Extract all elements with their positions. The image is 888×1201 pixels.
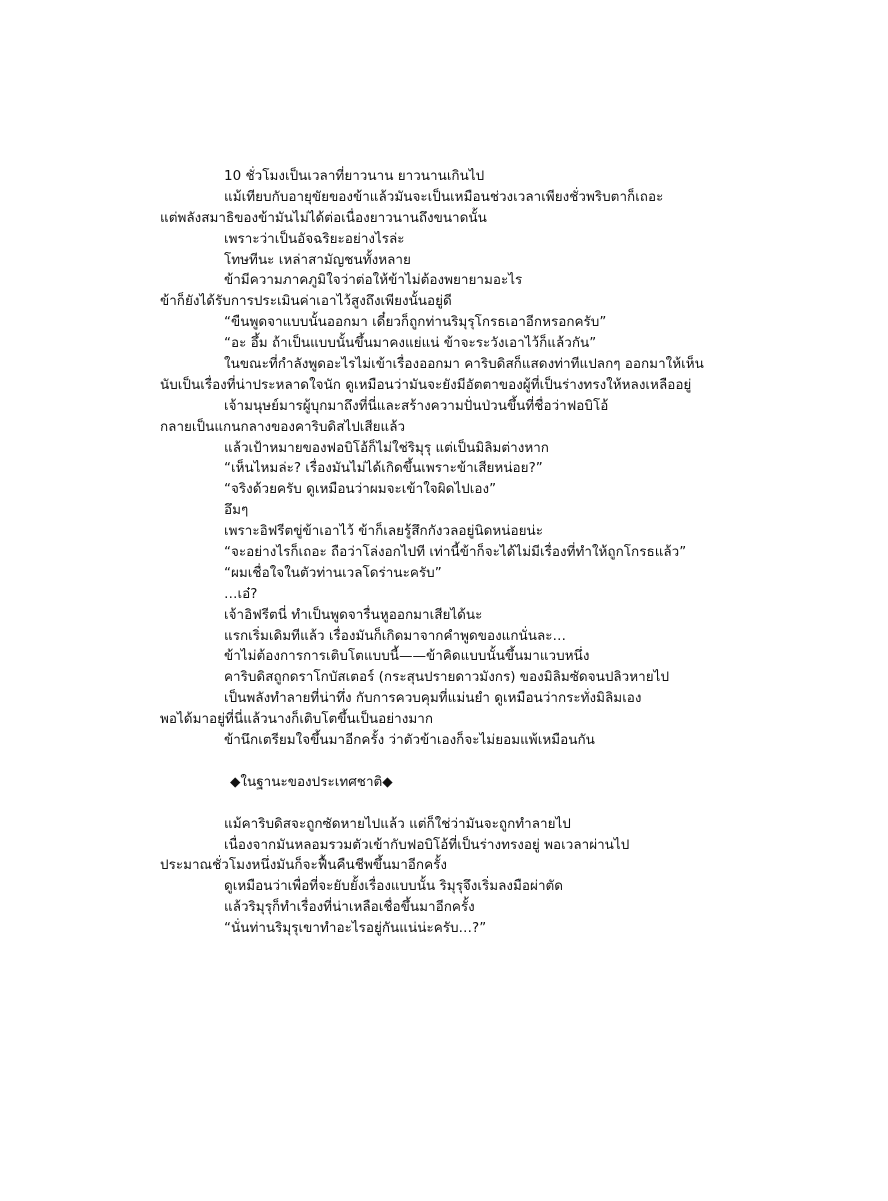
paragraph-line: ประมาณชั่วโมงหนึ่งมันก็จะฟื้นคืนชีพขึ้นมาอีกครั้ง <box>160 857 447 874</box>
paragraph-line: นับเป็นเรื่องที่น่าประหลาดใจนัก ดูเหมือนว่ามันจะยังมีอัตตาของผู้ที่เป็นร่างทรงให้หลงเหลืออยู่ <box>160 376 692 393</box>
dialogue-line: “ขืนพูดจาแบบนั้นออกมา เดี๋ยวก็ถูกท่านริมุรุโกรธเอาอีกหรอกครับ” <box>224 314 607 331</box>
dialogue-line: “อะ อึ้ม ถ้าเป็นแบบนั้นขึ้นมาคงแย่แน่ ข้าจะระวังเอาไว้ก็แล้วกัน” <box>224 335 597 352</box>
paragraph-line: …เอ๋? <box>224 585 258 602</box>
dialogue-line: “เห็นไหมล่ะ? เรื่องมันไม่ได้เกิดขึ้นเพราะข้าเสียหน่อย?” <box>224 460 543 477</box>
paragraph-line: เพราะอิฟรีตขู่ข้าเอาไว้ ข้าก็เลยรู้สึกกังวลอยู่นิดหน่อยน่ะ <box>224 523 543 540</box>
paragraph-line: เพราะว่าเป็นอัจฉริยะอย่างไรล่ะ <box>224 230 405 247</box>
paragraph-line: ข้านึกเตรียมใจขึ้นมาอีกครั้ง ว่าตัวข้าเองก็จะไม่ยอมแพ้เหมือนกัน <box>224 732 595 749</box>
section-heading: ◆ในฐานะของประเทศชาติ◆ <box>230 773 393 790</box>
dialogue-line: “จริงด้วยครับ ดูเหมือนว่าผมจะเข้าใจผิดไปเอง” <box>224 481 497 498</box>
paragraph-line: ข้ามีความภาคภูมิใจว่าต่อให้ข้าไม่ต้องพยายามอะไร <box>224 272 523 289</box>
body-text <box>160 166 720 939</box>
paragraph-line: ข้าไม่ต้องการการเติบโตแบบนี้——ข้าคิดแบบนั้นขึ้นมาแวบหนึ่ง <box>224 648 590 665</box>
paragraph-line: แต่พลังสมาธิของข้ามันไม่ได้ต่อเนื่องยาวนานถึงขนาดนั้น <box>160 209 487 226</box>
paragraph-line: แม้เทียบกับอายุขัยของข้าแล้วมันจะเป็นเหมือนช่วงเวลาเพียงชั่วพริบตาก็เถอะ <box>224 188 664 205</box>
paragraph-line: อึมๆ <box>224 502 249 519</box>
paragraph-line: ข้าก็ยังได้รับการประเมินค่าเอาไว้สูงถึงเพียงนั้นอยู่ดี <box>160 293 452 310</box>
paragraph-line: เจ้าอิฟรีตนี่ ทำเป็นพูดจารื่นหูออกมาเสียได้นะ <box>224 606 483 623</box>
paragraph-line: ในขณะที่กำลังพูดอะไรไม่เข้าเรื่องออกมา คาริบดิสก็แสดงท่าทีแปลกๆ ออกมาให้เห็น <box>224 356 704 373</box>
paragraph-line: คาริบดิสถูกดราโกบัสเตอร์ (กระสุนปรายดาวมังกร) ของมิลิมซัดจนปลิวหายไป <box>224 669 670 686</box>
paragraph-line: เป็นพลังทำลายที่น่าทึ่ง กับการควบคุมที่แม่นยำ ดูเหมือนว่ากระทั่งมิลิมเอง <box>224 690 642 707</box>
dialogue-line: “ผมเชื่อใจในตัวท่านเวลโดร่านะครับ” <box>224 564 442 581</box>
paragraph-line: แรกเริ่มเดิมทีแล้ว เรื่องมันก็เกิดมาจากคำพูดของแกนั่นละ… <box>224 627 567 644</box>
paragraph-line: แล้วเป้าหมายของฟอบิโอ้ก็ไม่ใช่ริมุรุ แต่เป็นมิลิมต่างหาก <box>224 439 549 456</box>
paragraph-line: กลายเป็นแกนกลางของคาริบดิสไปเสียแล้ว <box>160 418 406 435</box>
paragraph-line: โทษทีนะ เหล่าสามัญชนทั้งหลาย <box>224 251 411 268</box>
paragraph-line: แล้วริมุรุก็ทำเรื่องที่น่าเหลือเชื่อขึ้นมาอีกครั้ง <box>224 899 475 916</box>
blank-line <box>160 793 720 814</box>
dialogue-line: “นั่นท่านริมุรุเขาทำอะไรอยู่กันแน่น่ะครับ…?” <box>224 920 487 937</box>
paragraph-line: แม้คาริบดิสจะถูกซัดหายไปแล้ว แต่ก็ใช่ว่ามันจะถูกทำลายไป <box>224 815 571 832</box>
paragraph-line: 10 ชั่วโมงเป็นเวลาที่ยาวนาน ยาวนานเกินไป <box>224 168 485 184</box>
paragraph-line: ดูเหมือนว่าเพื่อที่จะยับยั้งเรื่องแบบนั้น ริมุรุจึงเริ่มลงมือผ่าตัด <box>224 878 564 895</box>
paragraph-line: พอได้มาอยู่ที่นี่แล้วนางก็เติบโตขึ้นเป็นอย่างมาก <box>160 711 433 728</box>
paragraph-line: เนื่องจากมันหลอมรวมตัวเข้ากับฟอบิโอ้ที่เป็นร่างทรงอยู่ พอเวลาผ่านไป <box>224 836 630 853</box>
paragraph-line: เจ้ามนุษย์มารผู้บุกมาถึงที่นี่และสร้างความปั่นป่วนขึ้นที่ชื่อว่าฟอบิโอ้ <box>224 397 609 414</box>
dialogue-line: “จะอย่างไรก็เถอะ ถือว่าโล่งอกไปที เท่านี้ข้าก็จะได้ไม่มีเรื่องที่ทำให้ถูกโกรธแล้ว” <box>224 544 687 561</box>
blank-line <box>160 751 720 772</box>
